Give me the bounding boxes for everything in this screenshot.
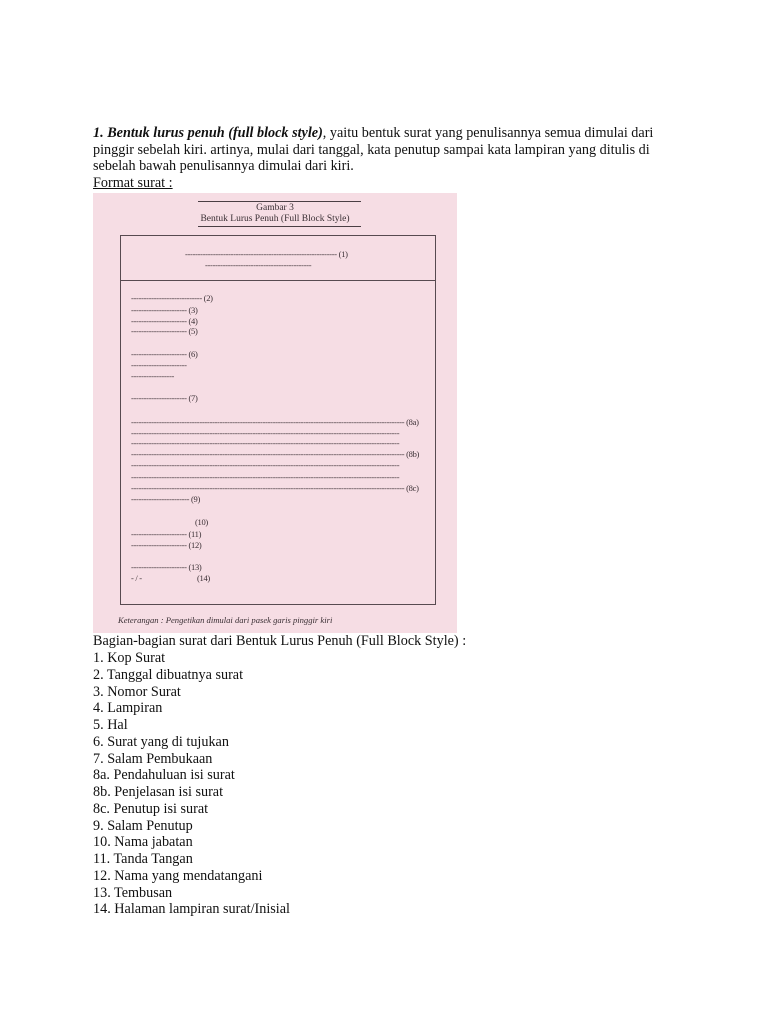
list-item: 3. Nomor Surat <box>93 683 181 700</box>
line-8a-body: ---------------------------------------------------------------------------------------------------------- <box>131 428 400 438</box>
line-13-cc: ---------------------- (13) <box>131 562 202 572</box>
list-item: 12. Nama yang mendatangani <box>93 867 263 884</box>
list-item: 8b. Penjelasan isi surat <box>93 784 224 800</box>
line-5-subject: ---------------------- (5) <box>131 326 198 336</box>
list-item: 13. Tembusan <box>93 884 173 901</box>
figure-caption-line1: Gambar 3 <box>256 203 294 213</box>
line-7-salutation: ---------------------- (7) <box>131 393 198 403</box>
figure-note: Keterangan : Pengetikan dimulai dari pasek garis pinggir kiri <box>118 615 333 625</box>
parts-title: Bagian-bagian surat dari Bentuk Lurus Penuh (Full Block Style) : <box>93 633 467 649</box>
list-item: 5. Hal <box>93 717 128 733</box>
line-1b-kop: ------------------------------------------ <box>205 260 312 270</box>
line-3-number: ---------------------- (3) <box>131 305 198 315</box>
line-14-initials: - / - <box>131 573 142 583</box>
line-6c-recipient: ----------------- <box>131 371 175 381</box>
line-8c-closing: ------------------------------------------------------------------------------------------------------------ (8c) <box>131 483 419 493</box>
letter-format-figure <box>93 193 457 633</box>
list-item: 4. Lampiran <box>93 700 163 717</box>
line-6b-recipient: ---------------------- <box>131 360 187 370</box>
list-item: 9. Salam Penutup <box>93 817 193 834</box>
letterhead-divider <box>121 280 435 281</box>
line-14-label: (14) <box>197 573 210 583</box>
line-8a-intro: ------------------------------------------------------------------------------------------------------------ (8a) <box>131 417 419 427</box>
list-item: 10. Nama jabatan <box>93 834 193 851</box>
format-label: Format surat : <box>93 175 173 191</box>
line-2-date: ---------------------------- (2) <box>131 293 213 303</box>
list-item: 2. Tanggal dibuatnya surat <box>93 666 244 683</box>
line-6-recipient: ---------------------- (6) <box>131 349 198 359</box>
intro-lead: 1. Bentuk lurus penuh (full block style) <box>93 125 323 141</box>
line-8a-body: ---------------------------------------------------------------------------------------------------------- <box>131 438 400 448</box>
intro-rest: , yaitu bentuk surat yang penulisannya semua dimulai dari pinggir sebelah kiri. artinya, mulai dari tanggal, kata penutup sampai kata lampiran yang ditulis di sebelah bawah penulisannya dimulai dari kiri. <box>93 125 654 175</box>
parts-list <box>93 650 290 918</box>
line-10-position: (10) <box>195 517 208 527</box>
list-item: 14. Halaman lampiran surat/Inisial <box>93 901 290 918</box>
list-item: 7. Salam Pembukaan <box>93 750 213 767</box>
list-item: 8c. Penutup isi surat <box>93 800 209 817</box>
line-8b-body: ---------------------------------------------------------------------------------------------------------- <box>131 472 400 482</box>
list-item: 11. Tanda Tangan <box>93 851 193 867</box>
figure-caption-rule <box>198 226 361 227</box>
line-8b-explanation: ------------------------------------------------------------------------------------------------------------ (8b) <box>131 449 420 459</box>
list-item: 1. Kop Surat <box>93 650 166 666</box>
intro-paragraph <box>93 125 693 175</box>
figure-top-rule <box>198 201 361 202</box>
line-1-kop: ------------------------------------------------------------ (1) <box>185 249 348 259</box>
line-4-attachment: ---------------------- (4) <box>131 316 198 326</box>
list-item: 6. Surat yang di tujukan <box>93 733 229 750</box>
figure-caption-line2: Bentuk Lurus Penuh (Full Block Style) <box>200 214 350 224</box>
line-8b-body: ---------------------------------------------------------------------------------------------------------- <box>131 460 400 470</box>
line-12-name: ---------------------- (12) <box>131 540 202 550</box>
line-11-signature: ---------------------- (11) <box>131 529 202 539</box>
line-9-complimentary-close: ----------------------- (9) <box>131 494 201 504</box>
list-item: 8a. Pendahuluan isi surat <box>93 767 235 784</box>
